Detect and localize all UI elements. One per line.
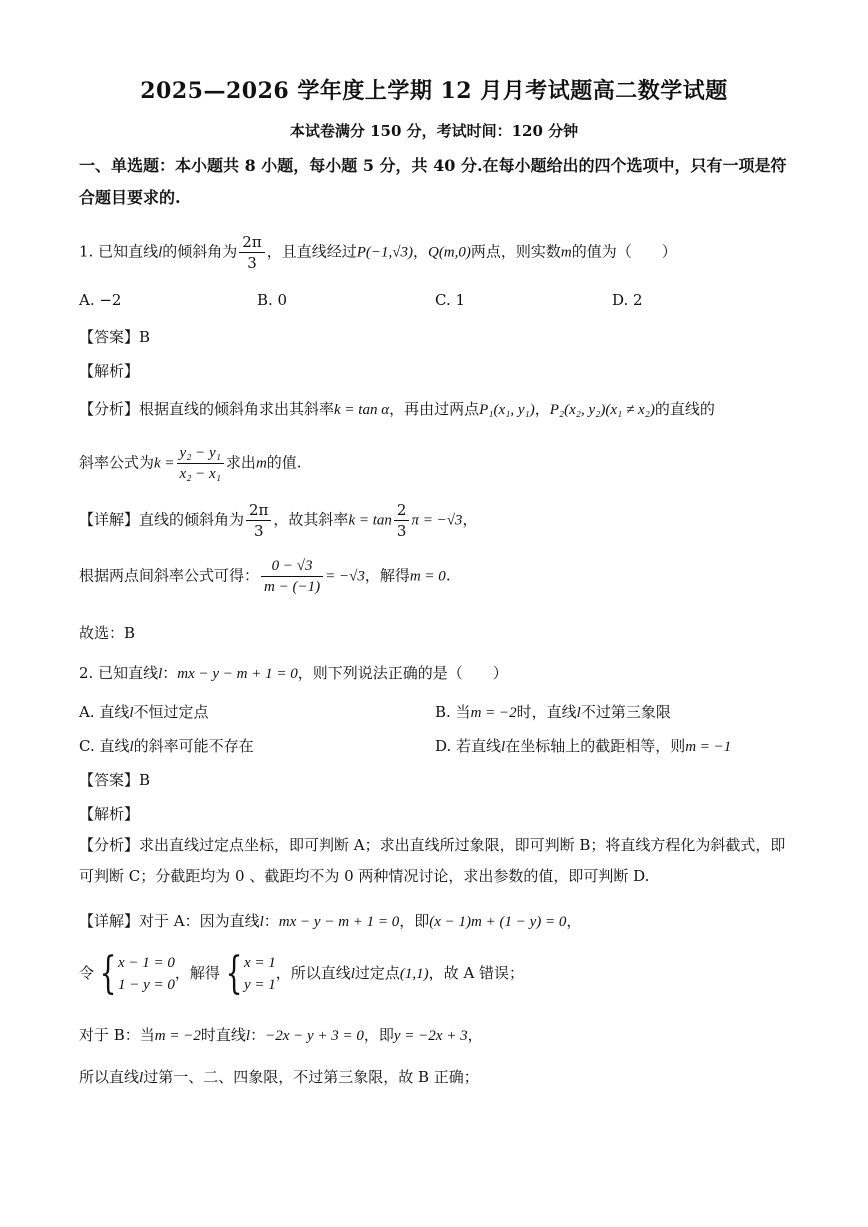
q2-detail-b: 对于 B：当m = −2时直线l：−2x − y + 3 = 0，即y = −2x + 3， [79,1026,483,1044]
q2-option-c: C. 直线l的斜率可能不存在 [79,737,254,755]
q2-fenxi: 【分析】求出直线过定点坐标，即可判断 A；求出直线所过象限，即可判断 B；将直线方程化为斜截式，即可判断 C；分截距均为 0 、截距均不为 0 两种情况讨论，求出参数的值，即可判断 D. [79,836,786,885]
q1-analysis-label: 【解析】 [79,362,140,380]
q2-detail-a: 【详解】对于 A：因为直线l：mx − y − m + 1 = 0，即(x − 1)m + (1 − y) = 0， [79,912,582,930]
q1-option-d: D. 2 [612,291,643,309]
q2-detail-system: 令 { x − 1 = 0 1 − y = 0 ，解得 { x = 1 y = 1 ，所以直线l过定点(1,1)，故 A 错误； [79,948,525,999]
q2-analysis-label: 【解析】 [79,805,140,823]
q1-fenxi-formula: 斜率公式为k = $\frac{\text{y₂ − y₁}}{\text{x₂ − x₁}}$ 求出m的值. [79,445,302,482]
q2-stem: 2. 已知直线l：mx − y − m + 1 = 0，则下列说法正确的是（ ） [79,664,508,682]
q1-option-c: C. 1 [435,291,466,309]
q1-choose: 故选：B [79,624,136,642]
left-brace-icon: { [99,948,117,999]
q1-calc: 根据两点间斜率公式可得： $\frac{0 - √3}{m - (-1)}$ = −√3，解得m = 0. [79,558,451,595]
q1-option-b: B. 0 [257,291,288,309]
q1-stem: 1. 已知直线l的倾斜角为 $\frac{2\pi}{3}$ ，且直线经过P(−1,√3)，Q(m,0)两点，则实数m的值为（ ） [79,233,677,272]
q2-option-d: D. 若直线l在坐标轴上的截距相等，则m = −1 [435,737,732,755]
q1-option-a: A. −2 [79,291,122,309]
q1-fenxi: 【分析】根据直线的倾斜角求出其斜率k = tan α，再由过两点P₁(x₁, y₁)，P₂(x₂, y₂)(x₁ ≠ x₂)的直线的 [79,400,715,418]
detail-tan-fraction: $\frac{2}{3}$ [394,500,410,541]
detail-angle-fraction: $\frac{2\pi}{3}$ [246,500,271,541]
q2-detail-b-conclusion: 所以直线l过第一、二、四象限，不过第三象限，故 B 正确； [79,1068,479,1086]
page-title: 2025—2026 学年度上学期 12 月月考试题高二数学试题 [140,78,728,104]
section-heading: 一、单选题：本小题共 8 小题，每小题 5 分，共 40 分.在每小题给出的四个选项中，只有一项是符合题目要求的. [79,156,787,207]
q1-detail: 【详解】直线的倾斜角为 $\frac{2\pi}{3}$ ，故其斜率k = tan $\frac{2}{3}$ π = −√3， [79,501,478,540]
equation-system: x − 1 = 0 1 − y = 0 [118,955,175,993]
left-brace-icon: { [225,948,243,999]
slope-formula-fraction: $\frac{\text{y₂ − y₁}}{\text{x₂ − x₁}}$ [177,443,224,484]
page-subtitle: 本试卷满分 150 分，考试时间：120 分钟 [289,122,579,140]
q1-answer: 【答案】B [79,328,151,346]
solution-system: x = 1 y = 1 [243,955,276,993]
calc-fraction: $\frac{0 - √3}{m - (-1)}$ [261,556,323,597]
q2-option-b: B. 当m = −2时，直线l不过第三象限 [435,703,671,721]
q2-option-a: A. 直线l不恒过定点 [79,703,209,721]
q1-angle-fraction: $\frac{2\pi}{3}$ [239,232,264,273]
q2-answer: 【答案】B [79,771,151,789]
